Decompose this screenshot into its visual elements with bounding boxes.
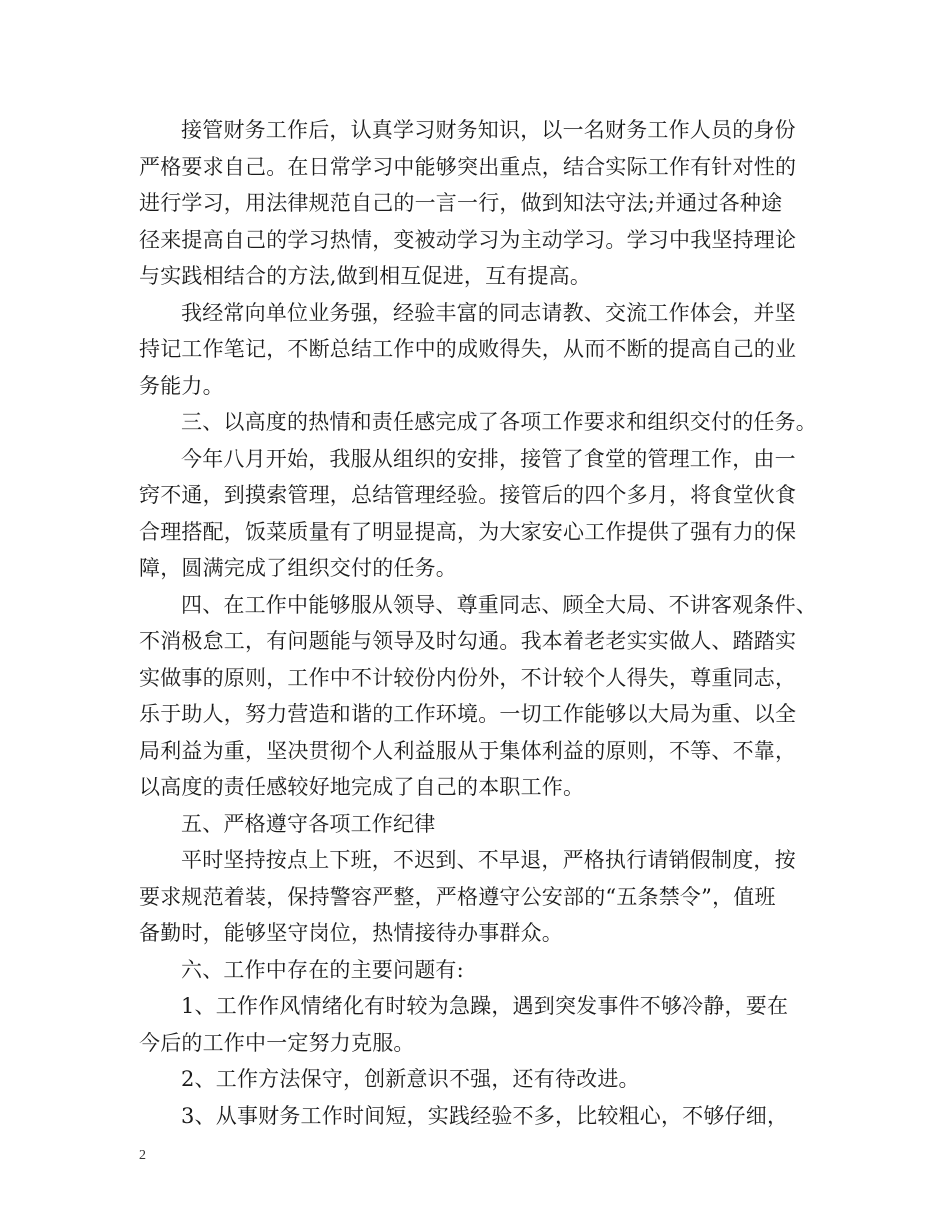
text-line: 窍不通，到摸索管理，总结管理经验。接管后的四个多月，将食堂伙食 (139, 483, 797, 507)
text-line: 今年八月开始，我服从组织的安排，接管了食堂的管理工作，由一 (181, 446, 796, 471)
text-line: 备勤时，能够坚守岗位，热情接待办事群众。 (139, 921, 563, 945)
text-line: 务能力。 (139, 373, 224, 398)
text-line: 障，圆满完成了组织交付的任务。 (139, 556, 457, 580)
section-heading: 四、在工作中能够服从领导、尊重同志、顾全大局、不讲客观条件、 (181, 592, 817, 617)
body-text (139, 112, 815, 1134)
text-line: 今后的工作中一定努力克服。 (139, 1030, 415, 1055)
text-line: 不消极怠工，有问题能与领导及时勾通。我本着老老实实做人、踏踏实 (139, 629, 797, 653)
text-line: 2、工作方法保守，创新意识不强，还有待改进。 (181, 1067, 640, 1091)
text-line: 持记工作笔记，不断总结工作中的成败得失，从而不断的提高自己的业 (139, 337, 797, 361)
text-line: 局利益为重，坚决贯彻个人利益服从于集体利益的原则，不等、不靠， (139, 738, 797, 763)
section-heading: 六、工作中存在的主要问题有: (181, 957, 464, 982)
text-line: 合理搭配，饭菜质量有了明显提高，为大家安心工作提供了强有力的保 (139, 519, 797, 544)
text-line: 我经常向单位业务强，经验丰富的同志请教、交流工作体会，并坚 (181, 300, 796, 325)
text-line: 平时坚持按点上下班，不迟到、不早退，严格执行请销假制度，按 (181, 848, 796, 872)
page-number: 2 (139, 1148, 146, 1163)
text-line: 乐于助人，努力营造和谐的工作环境。一切工作能够以大局为重、以全 (139, 702, 797, 726)
text-line: 1、工作作风情绪化有时较为急躁，遇到突发事件不够冷静，要在 (181, 994, 789, 1018)
text-line: 要求规范着装，保持警容严整，严格遵守公安部的“五条禁令”，值班 (139, 884, 776, 909)
text-line: 以高度的责任感较好地完成了自己的本职工作。 (139, 775, 585, 799)
text-line: 与实践相结合的方法,做到相互促进，互有提高。 (139, 264, 592, 288)
section-heading: 五、严格遵守各项工作纪律 (181, 811, 436, 836)
text-line: 径来提高自己的学习热情，变被动学习为主动学习。学习中我坚持理论 (139, 227, 797, 252)
text-line: 接管财务工作后，认真学习财务知识，以一名财务工作人员的身份 (181, 118, 796, 142)
text-line: 3、从事财务工作时间短，实践经验不多，比较粗心，不够仔细， (181, 1103, 789, 1128)
section-heading: 三、以高度的热情和责任感完成了各项工作要求和组织交付的任务。 (181, 410, 817, 434)
text-line: 进行学习，用法律规范自己的一言一行，做到知法守法;并通过各种途 (139, 191, 783, 215)
text-line: 严格要求自己。在日常学习中能够突出重点，结合实际工作有针对性的 (139, 154, 797, 179)
text-line: 实做事的原则，工作中不计较份内份外，不计较个人得失，尊重同志， (139, 665, 797, 690)
